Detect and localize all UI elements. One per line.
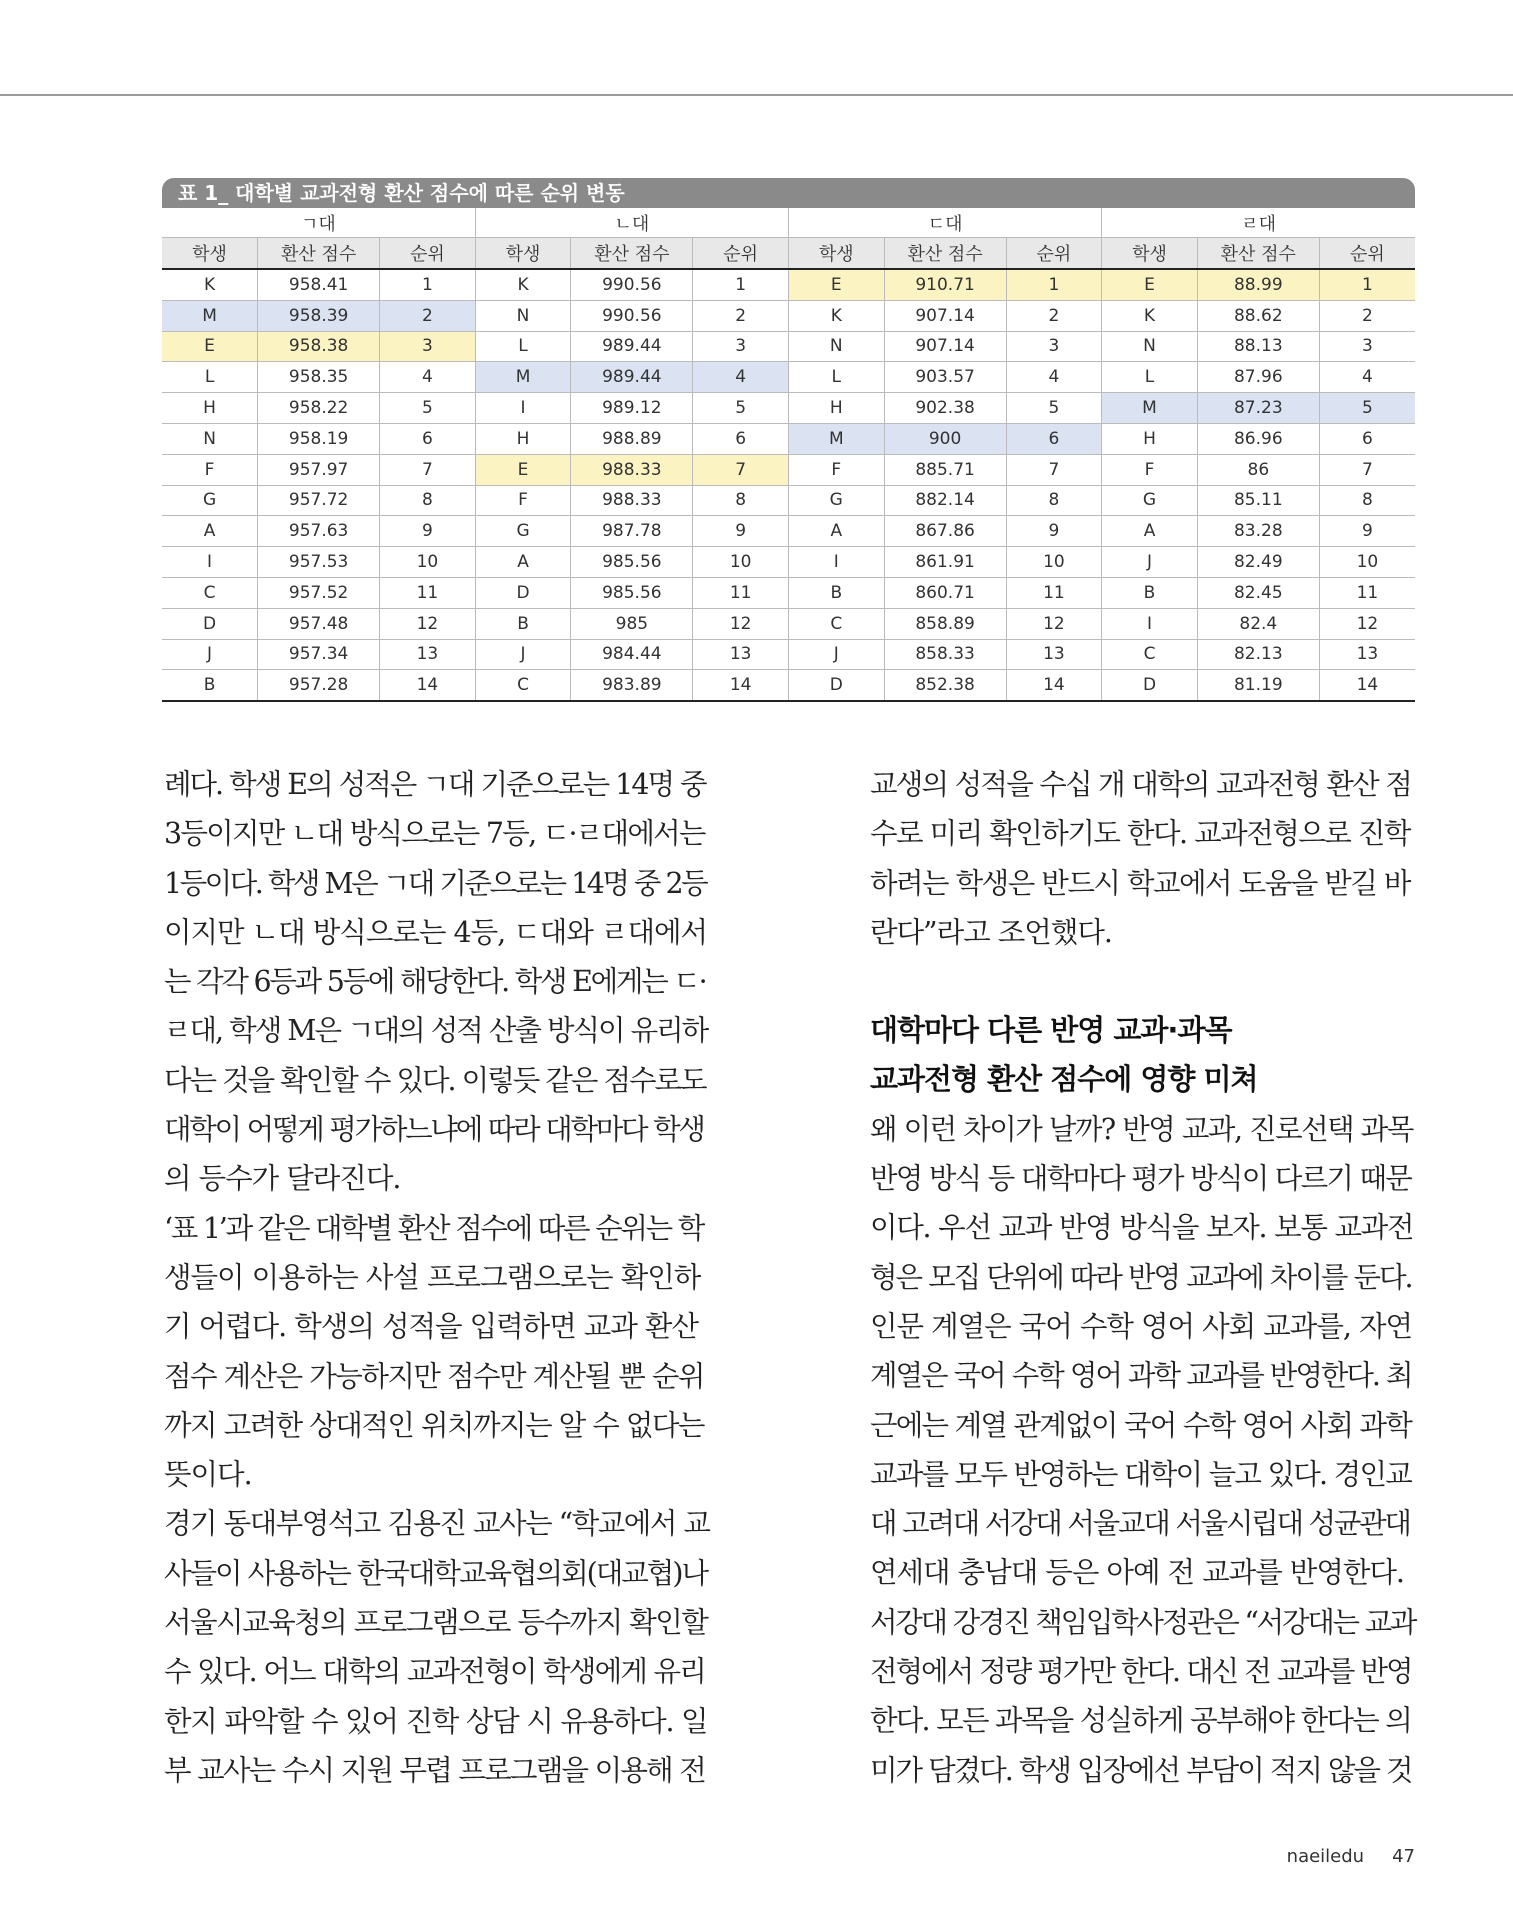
university-header: ㄴ대: [475, 208, 788, 238]
rank-cell: 14: [380, 670, 476, 701]
score-cell: 988.33: [571, 485, 693, 516]
score-cell: 910.71: [884, 269, 1006, 300]
rank-cell: 6: [693, 423, 789, 454]
student-cell: D: [1102, 670, 1198, 701]
score-cell: 82.4: [1197, 608, 1319, 639]
score-cell: 957.48: [258, 608, 380, 639]
text-line: 교과전형 환산 점수에 영향 미쳐: [870, 1062, 1258, 1097]
rank-cell: 11: [1006, 577, 1102, 608]
rank-cell: 1: [1319, 269, 1415, 300]
rank-cell: 4: [1319, 362, 1415, 393]
score-cell: 88.62: [1197, 300, 1319, 331]
score-cell: 987.78: [571, 516, 693, 547]
student-cell: C: [1102, 639, 1198, 670]
score-cell: 989.12: [571, 393, 693, 424]
text-line: 대 고려대 서강대 서울교대 서울시립대 성균관대: [870, 1507, 1410, 1541]
score-cell: 958.38: [258, 331, 380, 362]
score-cell: 900: [884, 423, 1006, 454]
section-gap: [870, 957, 1415, 1006]
rank-cell: 1: [693, 269, 789, 300]
table-row: [162, 547, 1415, 578]
student-cell: E: [1102, 269, 1198, 300]
rank-cell: 13: [1006, 639, 1102, 670]
rank-cell: 3: [693, 331, 789, 362]
score-cell: 957.52: [258, 577, 380, 608]
rank-cell: 2: [380, 300, 476, 331]
score-cell: 958.22: [258, 393, 380, 424]
column-header: 환산 점수: [884, 238, 1006, 270]
rank-cell: 13: [693, 639, 789, 670]
ranking-table: [162, 178, 1415, 702]
text-line: 계열은 국어 수학 영어 과학 교과를 반영한다. 최: [870, 1359, 1412, 1393]
rank-cell: 1: [1006, 269, 1102, 300]
rank-cell: 5: [1006, 393, 1102, 424]
rank-cell: 10: [1006, 547, 1102, 578]
student-cell: G: [162, 485, 258, 516]
text-line: 왜 이런 차이가 날까? 반영 교과, 진로선택 과목: [870, 1112, 1413, 1146]
student-cell: F: [1102, 454, 1198, 485]
text-line: 수 있다. 어느 대학의 교과전형이 학생에게 유리: [164, 1655, 706, 1689]
student-cell: C: [788, 608, 884, 639]
score-cell: 958.39: [258, 300, 380, 331]
rank-cell: 9: [693, 516, 789, 547]
student-cell: H: [1102, 423, 1198, 454]
score-cell: 990.56: [571, 269, 693, 300]
score-cell: 989.44: [571, 362, 693, 393]
column-header: 순위: [693, 238, 789, 270]
student-cell: M: [788, 423, 884, 454]
score-cell: 957.34: [258, 639, 380, 670]
score-cell: 858.33: [884, 639, 1006, 670]
table-title: 표 1_ 대학별 교과전형 환산 점수에 따른 순위 변동: [162, 178, 1415, 208]
student-cell: J: [788, 639, 884, 670]
table-body: [162, 269, 1415, 701]
student-cell: J: [1102, 547, 1198, 578]
student-cell: I: [788, 547, 884, 578]
score-cell: 852.38: [884, 670, 1006, 701]
column-header: 학생: [162, 238, 258, 270]
score-cell: 989.44: [571, 331, 693, 362]
score-cell: 988.89: [571, 423, 693, 454]
student-cell: N: [788, 331, 884, 362]
rank-cell: 7: [1319, 454, 1415, 485]
rank-cell: 8: [1006, 485, 1102, 516]
text-line: 1등이다. 학생 M은 ㄱ대 기준으로는 14명 중 2등: [164, 866, 707, 900]
score-cell: 958.35: [258, 362, 380, 393]
score-cell: 903.57: [884, 362, 1006, 393]
rank-cell: 3: [380, 331, 476, 362]
text-line: 는 각각 6등과 5등에 해당한다. 학생 E에게는 ㄷ·: [164, 965, 706, 999]
score-cell: 985: [571, 608, 693, 639]
student-cell: L: [162, 362, 258, 393]
student-cell: M: [475, 362, 571, 393]
text-line: 교과를 모두 반영하는 대학이 늘고 있다. 경인교: [870, 1457, 1412, 1491]
text-line: 하려는 학생은 반드시 학교에서 도움을 받길 바: [870, 866, 1410, 900]
paragraph: [164, 1499, 709, 1795]
rank-cell: 3: [1319, 331, 1415, 362]
text-line: 생들이 이용하는 사설 프로그램으로는 확인하: [164, 1260, 701, 1294]
score-cell: 86.96: [1197, 423, 1319, 454]
paragraph: [870, 760, 1415, 957]
text-line: 사들이 사용하는 한국대학교육협의회(대교협)나: [164, 1556, 707, 1590]
rank-cell: 2: [1006, 300, 1102, 331]
rank-cell: 4: [693, 362, 789, 393]
text-line: 서울시교육청의 프로그램으로 등수까지 확인할: [164, 1606, 708, 1640]
student-cell: D: [162, 608, 258, 639]
student-cell: D: [475, 577, 571, 608]
column-header: 순위: [1006, 238, 1102, 270]
table-row: [162, 608, 1415, 639]
text-line: 점수 계산은 가능하지만 점수만 계산될 뿐 순위: [164, 1359, 704, 1393]
column-header: 환산 점수: [1197, 238, 1319, 270]
rank-cell: 12: [380, 608, 476, 639]
score-cell: 858.89: [884, 608, 1006, 639]
right-text-column: [870, 760, 1415, 1795]
paragraph: [870, 1598, 1415, 1795]
text-line: ‘표 1’과 같은 대학별 환산 점수에 따른 순위는 학: [164, 1211, 704, 1245]
university-header: ㄹ대: [1102, 208, 1415, 238]
rank-cell: 1: [380, 269, 476, 300]
score-cell: 81.19: [1197, 670, 1319, 701]
score-cell: 958.41: [258, 269, 380, 300]
score-cell: 957.63: [258, 516, 380, 547]
text-line: 연세대 충남대 등은 아예 전 교과를 반영한다.: [870, 1556, 1404, 1590]
rank-cell: 12: [1006, 608, 1102, 639]
text-line: 경기 동대부영석고 김용진 교사는 “학교에서 교: [164, 1507, 710, 1541]
score-cell: 86: [1197, 454, 1319, 485]
rank-cell: 5: [1319, 393, 1415, 424]
score-cell: 985.56: [571, 577, 693, 608]
score-cell: 907.14: [884, 331, 1006, 362]
left-text-column: [164, 760, 709, 1795]
student-cell: E: [788, 269, 884, 300]
table-row: [162, 454, 1415, 485]
score-cell: 983.89: [571, 670, 693, 701]
score-cell: 990.56: [571, 300, 693, 331]
rank-cell: 3: [1006, 331, 1102, 362]
page-footer: [1287, 1846, 1415, 1867]
score-cell: 83.28: [1197, 516, 1319, 547]
rank-cell: 14: [693, 670, 789, 701]
rank-cell: 14: [1319, 670, 1415, 701]
text-line: 례다. 학생 E의 성적은 ㄱ대 기준으로는 14명 중: [164, 768, 706, 801]
rank-cell: 4: [380, 362, 476, 393]
student-cell: N: [162, 423, 258, 454]
table-row: [162, 393, 1415, 424]
student-cell: I: [162, 547, 258, 578]
column-header: 환산 점수: [258, 238, 380, 270]
paragraph: [164, 760, 709, 1204]
rank-cell: 4: [1006, 362, 1102, 393]
text-line: 3등이지만 ㄴ대 방식으로는 7등, ㄷ·ㄹ대에서는: [164, 817, 705, 851]
student-cell: K: [162, 269, 258, 300]
rank-cell: 12: [693, 608, 789, 639]
text-line: 이다. 우선 교과 반영 방식을 보자. 보통 교과전: [870, 1211, 1414, 1245]
text-line: 미가 담겼다. 학생 입장에선 부담이 적지 않을 것: [870, 1753, 1412, 1787]
student-cell: L: [1102, 362, 1198, 393]
student-cell: C: [162, 577, 258, 608]
column-header: 순위: [1319, 238, 1415, 270]
student-cell: B: [475, 608, 571, 639]
table-row: [162, 362, 1415, 393]
student-cell: A: [788, 516, 884, 547]
text-line: 의 등수가 달라진다.: [164, 1162, 401, 1196]
score-cell: 82.49: [1197, 547, 1319, 578]
text-line: 대학마다 다른 반영 교과·과목: [870, 1013, 1232, 1048]
text-line: ㄹ대, 학생 M은 ㄱ대의 성적 산출 방식이 유리하: [164, 1014, 708, 1048]
student-cell: M: [1102, 393, 1198, 424]
student-cell: J: [475, 639, 571, 670]
student-cell: L: [475, 331, 571, 362]
paragraph: [164, 1204, 709, 1500]
score-cell: 902.38: [884, 393, 1006, 424]
score-cell: 88.13: [1197, 331, 1319, 362]
column-header-row: [162, 238, 1415, 270]
student-cell: K: [475, 269, 571, 300]
rank-cell: 6: [1319, 423, 1415, 454]
score-cell: 861.91: [884, 547, 1006, 578]
score-cell: 957.53: [258, 547, 380, 578]
column-header: 환산 점수: [571, 238, 693, 270]
rank-cell: 6: [1006, 423, 1102, 454]
student-cell: F: [162, 454, 258, 485]
student-cell: J: [162, 639, 258, 670]
footer-site: naeiledu: [1286, 1846, 1365, 1867]
rank-cell: 11: [1319, 577, 1415, 608]
rank-cell: 10: [380, 547, 476, 578]
rank-cell: 7: [693, 454, 789, 485]
rank-cell: 13: [380, 639, 476, 670]
student-cell: F: [788, 454, 884, 485]
data-table: [162, 208, 1415, 702]
rank-cell: 7: [1006, 454, 1102, 485]
text-line: 부 교사는 수시 지원 무렵 프로그램을 이용해 전: [164, 1753, 706, 1787]
text-line: 한지 파악할 수 있어 진학 상담 시 유용하다. 일: [164, 1704, 708, 1738]
text-line: 형은 모집 단위에 따라 반영 교과에 차이를 둔다.: [870, 1260, 1412, 1294]
top-rule: [0, 94, 1513, 96]
table-row: [162, 639, 1415, 670]
student-cell: I: [475, 393, 571, 424]
table-row: [162, 331, 1415, 362]
text-line: 서강대 강경진 책임입학사정관은 “서강대는 교과: [870, 1605, 1416, 1639]
student-cell: G: [1102, 485, 1198, 516]
table-row: [162, 485, 1415, 516]
text-line: 교생의 성적을 수십 개 대학의 교과전형 환산 점: [870, 768, 1412, 801]
text-line: 수로 미리 확인하기도 한다. 교과전형으로 진학: [870, 817, 1410, 851]
text-line: 이지만 ㄴ대 방식으로는 4등, ㄷ대와 ㄹ대에서: [164, 915, 708, 949]
student-cell: E: [475, 454, 571, 485]
student-cell: B: [162, 670, 258, 701]
rank-cell: 10: [1319, 547, 1415, 578]
text-line: 까지 고려한 상대적인 위치까지는 알 수 없다는: [164, 1408, 704, 1442]
student-cell: K: [788, 300, 884, 331]
score-cell: 87.23: [1197, 393, 1319, 424]
rank-cell: 9: [380, 516, 476, 547]
score-cell: 958.19: [258, 423, 380, 454]
student-cell: N: [475, 300, 571, 331]
text-line: 근에는 계열 관계없이 국어 수학 영어 사회 과학: [870, 1408, 1412, 1442]
student-cell: C: [475, 670, 571, 701]
column-header: 순위: [380, 238, 476, 270]
score-cell: 985.56: [571, 547, 693, 578]
section-heading: [870, 1006, 1415, 1105]
table-row: [162, 670, 1415, 701]
paragraph: [870, 1105, 1415, 1598]
score-cell: 87.96: [1197, 362, 1319, 393]
university-header: ㄱ대: [162, 208, 475, 238]
rank-cell: 2: [693, 300, 789, 331]
rank-cell: 9: [1319, 516, 1415, 547]
text-line: 반영 방식 등 대학마다 평가 방식이 다르기 때문: [870, 1162, 1412, 1196]
rank-cell: 12: [1319, 608, 1415, 639]
rank-cell: 9: [1006, 516, 1102, 547]
table-row: [162, 516, 1415, 547]
rank-cell: 14: [1006, 670, 1102, 701]
score-cell: 85.11: [1197, 485, 1319, 516]
text-line: 전형에서 정량 평가만 한다. 대신 전 교과를 반영: [870, 1655, 1412, 1689]
student-cell: M: [162, 300, 258, 331]
score-cell: 988.33: [571, 454, 693, 485]
page-number: 47: [1392, 1846, 1415, 1867]
rank-cell: 7: [380, 454, 476, 485]
table-row: [162, 423, 1415, 454]
table-row: [162, 269, 1415, 300]
score-cell: 885.71: [884, 454, 1006, 485]
student-cell: D: [788, 670, 884, 701]
rank-cell: 10: [693, 547, 789, 578]
score-cell: 82.45: [1197, 577, 1319, 608]
rank-cell: 2: [1319, 300, 1415, 331]
student-cell: L: [788, 362, 884, 393]
table-row: [162, 577, 1415, 608]
student-cell: H: [788, 393, 884, 424]
student-cell: A: [1102, 516, 1198, 547]
score-cell: 867.86: [884, 516, 1006, 547]
text-line: 란다”라고 조언했다.: [870, 915, 1112, 949]
column-header: 학생: [1102, 238, 1198, 270]
score-cell: 860.71: [884, 577, 1006, 608]
text-line: 인문 계열은 국어 수학 영어 사회 교과를, 자연: [870, 1309, 1413, 1343]
student-cell: A: [475, 547, 571, 578]
text-line: 기 어렵다. 학생의 성적을 입력하면 교과 환산: [164, 1310, 698, 1344]
student-cell: B: [788, 577, 884, 608]
text-line: 다는 것을 확인할 수 있다. 이렇듯 같은 점수로도: [164, 1063, 706, 1097]
student-cell: G: [788, 485, 884, 516]
score-cell: 882.14: [884, 485, 1006, 516]
student-cell: A: [162, 516, 258, 547]
student-cell: N: [1102, 331, 1198, 362]
university-header: ㄷ대: [788, 208, 1101, 238]
table-row: [162, 300, 1415, 331]
column-header: 학생: [788, 238, 884, 270]
student-cell: I: [1102, 608, 1198, 639]
rank-cell: 6: [380, 423, 476, 454]
student-cell: F: [475, 485, 571, 516]
score-cell: 957.28: [258, 670, 380, 701]
student-cell: B: [1102, 577, 1198, 608]
student-cell: E: [162, 331, 258, 362]
score-cell: 957.97: [258, 454, 380, 485]
text-line: 한다. 모든 과목을 성실하게 공부해야 한다는 의: [870, 1704, 1412, 1738]
rank-cell: 8: [1319, 485, 1415, 516]
text-line: 뜻이다.: [164, 1458, 252, 1492]
score-cell: 957.72: [258, 485, 380, 516]
score-cell: 984.44: [571, 639, 693, 670]
column-header: 학생: [475, 238, 571, 270]
student-cell: H: [162, 393, 258, 424]
score-cell: 82.13: [1197, 639, 1319, 670]
rank-cell: 11: [380, 577, 476, 608]
rank-cell: 13: [1319, 639, 1415, 670]
student-cell: K: [1102, 300, 1198, 331]
rank-cell: 8: [693, 485, 789, 516]
university-header-row: [162, 208, 1415, 238]
rank-cell: 11: [693, 577, 789, 608]
score-cell: 907.14: [884, 300, 1006, 331]
rank-cell: 5: [693, 393, 789, 424]
rank-cell: 8: [380, 485, 476, 516]
rank-cell: 5: [380, 393, 476, 424]
score-cell: 88.99: [1197, 269, 1319, 300]
student-cell: H: [475, 423, 571, 454]
student-cell: G: [475, 516, 571, 547]
text-line: 대학이 어떻게 평가하느냐에 따라 대학마다 학생: [164, 1113, 704, 1147]
